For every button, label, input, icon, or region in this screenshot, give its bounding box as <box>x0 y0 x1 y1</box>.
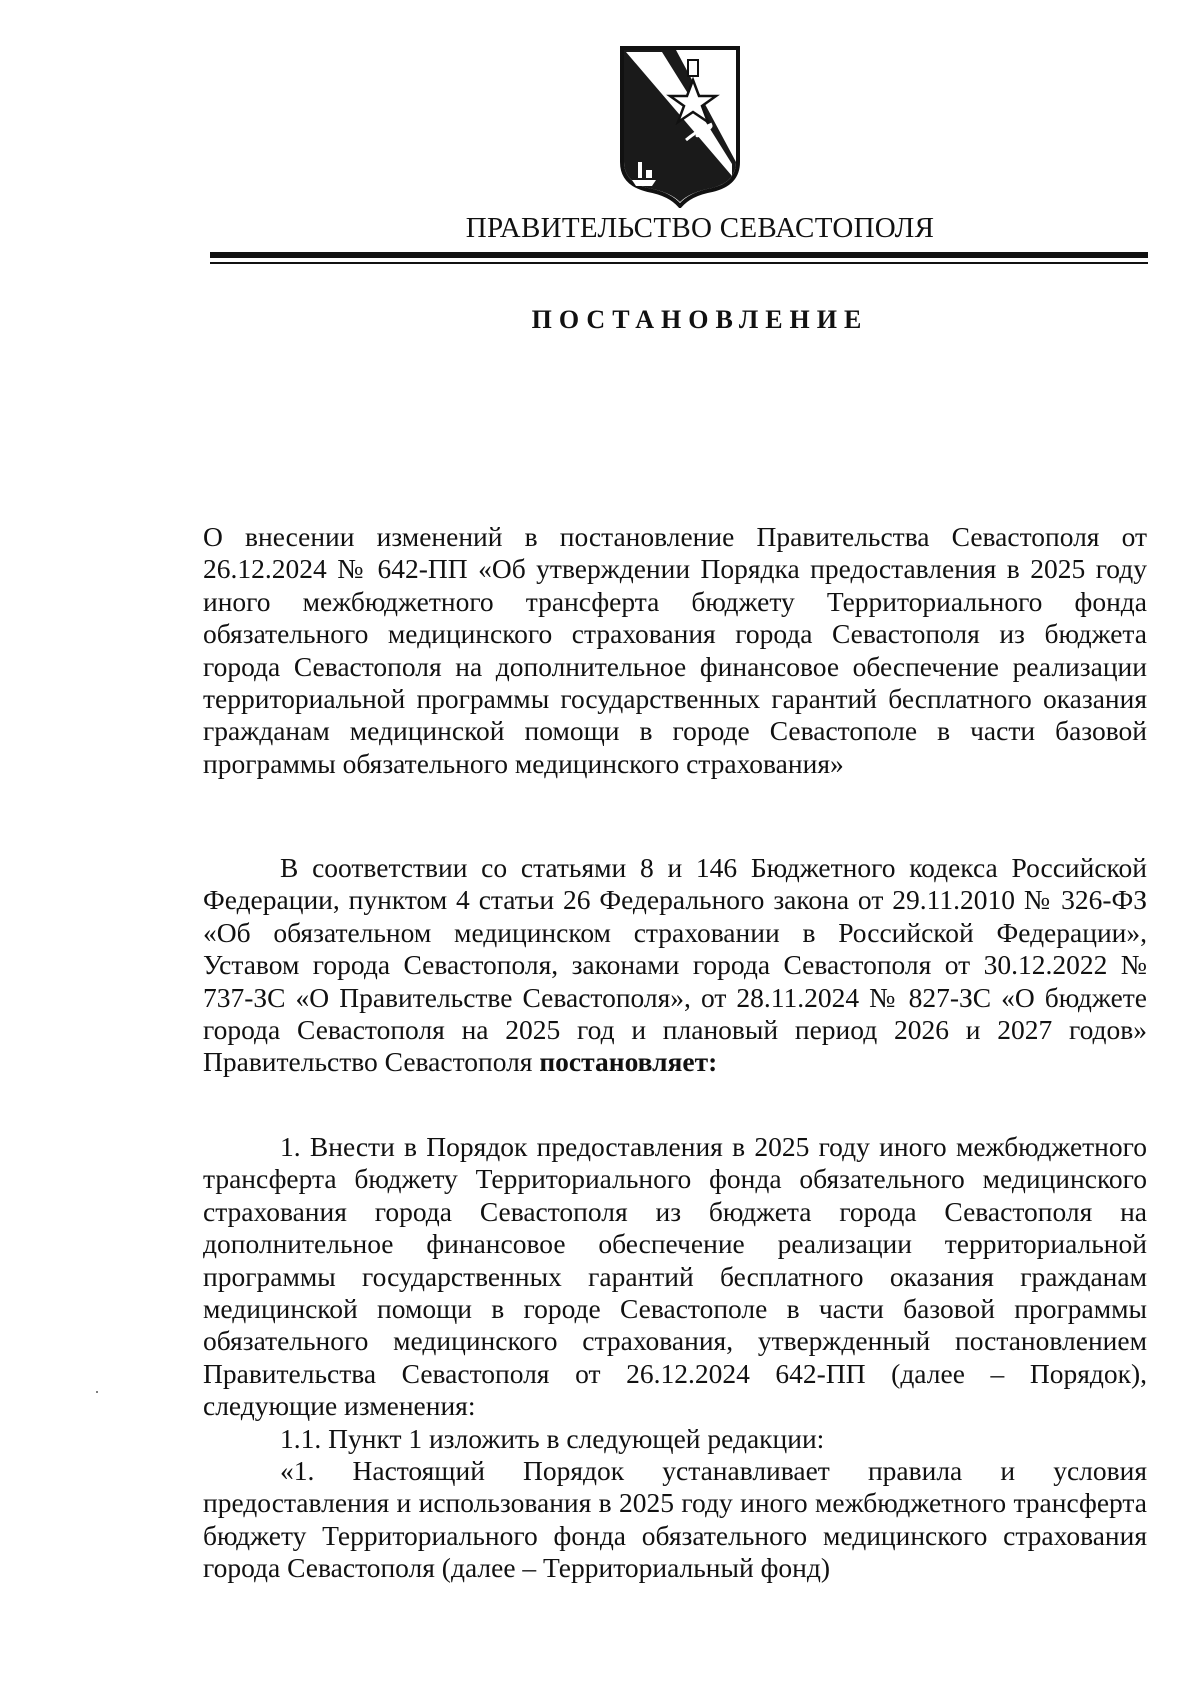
header-divider-thick <box>210 252 1148 258</box>
document-subject <box>203 521 1147 780</box>
document-type-title: ПОСТАНОВЛЕНИЕ <box>531 305 869 334</box>
preamble-paragraph <box>203 852 1147 1079</box>
quoted-item-1: «1. Настоящий Порядок устанавливает правила и условия предоставления и использования в 2025 году иного межбюджетного трансферта бюджету Территориального фонда обязательного медицинского страхования города Севастополя (далее – Территориальный фонд) <box>203 1455 1147 1584</box>
sevastopol-coat-of-arms-icon <box>616 44 744 208</box>
preamble-body: В соответствии со статьями 8 и 146 Бюджетного кодекса Российской Федерации, пунктом 4 статьи 26 Федерального закона от 29.11.2010 № 326-ФЗ «Об обязательном медицинском страховании в Российской Федерации», Уставом города Севастополя, законами города Севастополя от 30.12.2022 № 737-ЗС «О Правительстве Севастополя», от 28.11.2024 № 827-ЗС «О бюджете города Севастополя на 2025 год и плановый период 2026 и 2027 годов» Правительство Севастополя <box>203 852 1147 1078</box>
item-1-1: 1.1. Пункт 1 изложить в следующей редакции: <box>280 1422 825 1454</box>
preamble-text <box>203 852 1147 1079</box>
item-1: 1. Внести в Порядок предоставления в 2025 году иного межбюджетного трансферта бюджету Территориального фонда обязательного медицинского страхования города Севастополя из бюджета города Севастополя на дополнительное финансовое обеспечение реализации территориальной программы государственных гарантий бесплатного оказания гражданам медицинской помощи в городе Севастополе в части базовой программы обязательного медицинского страхования, утвержденный постановлением Правительства Севастополя от 26.12.2024 642-ПП (далее – Порядок), следующие изменения: <box>203 1131 1147 1422</box>
organization-name: ПРАВИТЕЛЬСТВО СЕВАСТОПОЛЯ <box>465 212 935 244</box>
decree-items <box>203 1131 1147 1585</box>
subject-text: О внесении изменений в постановление Правительства Севастополя от 26.12.2024 № 642-ПП «Об утверждении Порядка предоставления в 2025 году иного межбюджетного трансферта бюджету Территориального фонда обязательного медицинского страхования города Севастополя из бюджета города Севастополя на дополнительное финансовое обеспечение реализации территориальной программы государственных гарантий бесплатного оказания гражданам медицинской помощи в городе Севастополе в части базовой программы обязательного медицинского страхования» <box>203 521 1147 779</box>
decree-word: постановляет: <box>539 1046 718 1078</box>
scan-artifact <box>96 1391 98 1393</box>
header-divider-thin <box>210 262 1148 264</box>
